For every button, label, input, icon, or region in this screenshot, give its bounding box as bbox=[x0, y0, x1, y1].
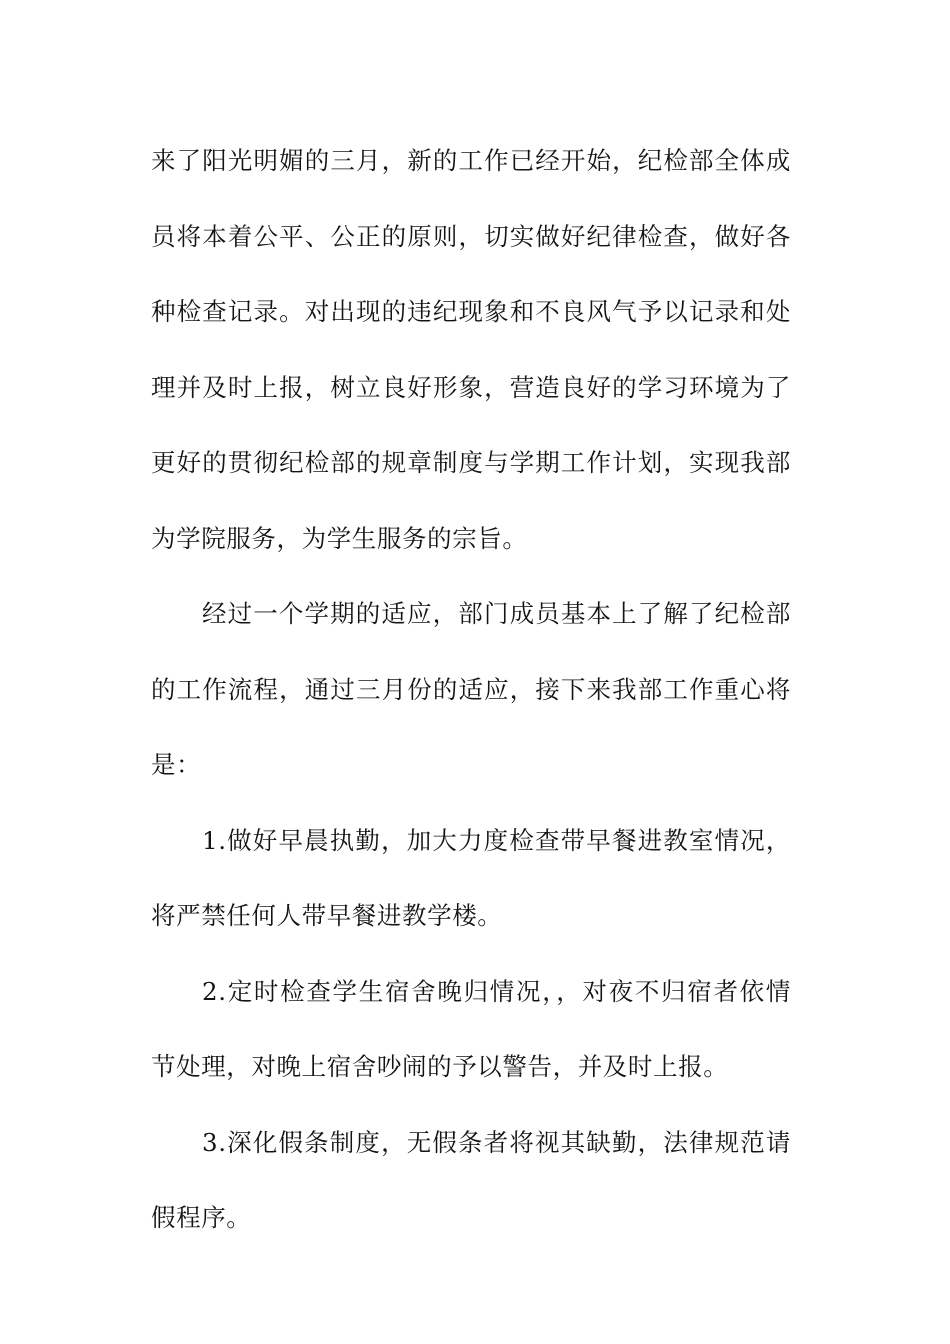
document-body bbox=[151, 123, 791, 1256]
paragraph-work-focus: 经过一个学期的适应，部门成员基本上了解了纪检部的工作流程，通过三月份的适应，接下来我部工作重心将是： bbox=[151, 599, 791, 779]
paragraph-intro: 来了阳光明媚的三月，新的工作已经开始，纪检部全体成员将本着公平、公正的原则，切实做好纪律检查，做好各种检查记录。对出现的违纪现象和不良风气予以记录和处理并及时上报，树立良好形象，营造良好的学习环境为了更好的贯彻纪检部的规章制度与学期工作计划，实现我部为学院服务，为学生服务的宗旨。 bbox=[151, 146, 791, 553]
list-item-2: 2.定时检查学生宿舍晚归情况，，对夜不归宿者依情节处理，对晚上宿舍吵闹的予以警告，并及时上报。 bbox=[151, 976, 791, 1081]
list-item-3: 3.深化假条制度，无假条者将视其缺勤，法律规范请假程序。 bbox=[151, 1127, 791, 1232]
list-item-1: 1.做好早晨执勤，加大力度检查带早餐进教室情况，将严禁任何人带早餐进教学楼。 bbox=[151, 825, 791, 930]
